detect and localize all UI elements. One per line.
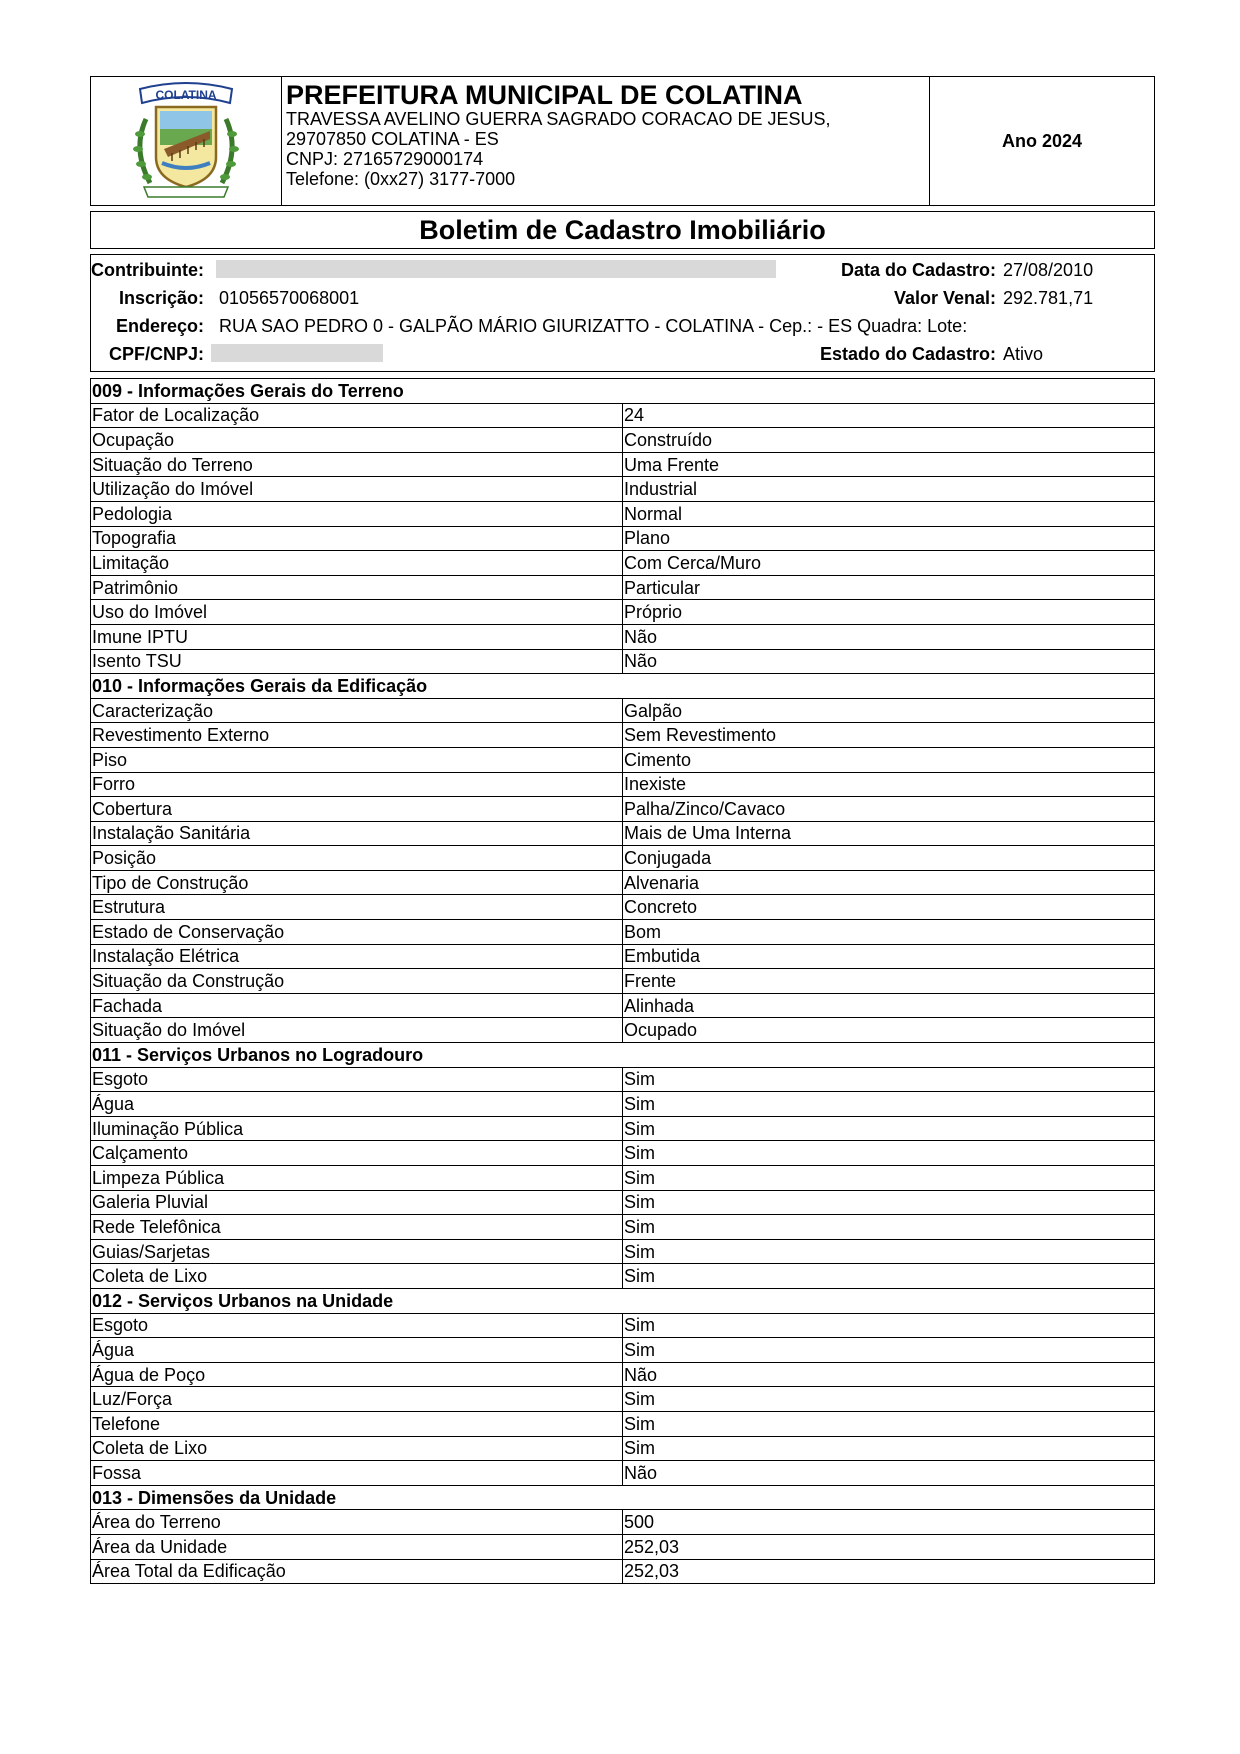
field-value: Alvenaria — [623, 870, 1155, 895]
field-label: Estrutura — [91, 895, 623, 920]
field-label: Coleta de Lixo — [91, 1436, 623, 1461]
table-row — [91, 1141, 1155, 1166]
table-row — [91, 1534, 1155, 1559]
field-value: Sim — [623, 1215, 1155, 1240]
table-row — [91, 895, 1155, 920]
table-row — [91, 600, 1155, 625]
table-row — [91, 428, 1155, 453]
field-label: Instalação Sanitária — [91, 821, 623, 846]
table-row — [91, 403, 1155, 428]
table-row — [91, 1215, 1155, 1240]
field-value: 252,03 — [623, 1534, 1155, 1559]
table-row — [91, 1190, 1155, 1215]
field-label: Rede Telefônica — [91, 1215, 623, 1240]
info-row-inscricao — [91, 284, 1154, 312]
table-row — [91, 1239, 1155, 1264]
table-row — [91, 993, 1155, 1018]
table-row — [91, 1018, 1155, 1043]
field-label: Luz/Força — [91, 1387, 623, 1412]
table-row — [91, 870, 1155, 895]
document-header — [90, 76, 1155, 206]
table-row — [91, 1067, 1155, 1092]
info-row-endereco — [91, 312, 1154, 340]
section-header-row — [91, 1485, 1155, 1510]
section-title: 012 - Serviços Urbanos na Unidade — [91, 1288, 1155, 1313]
field-value: Sim — [623, 1387, 1155, 1412]
field-value: Sim — [623, 1141, 1155, 1166]
field-value: Sim — [623, 1239, 1155, 1264]
field-label: Telefone — [91, 1411, 623, 1436]
field-label: Imune IPTU — [91, 624, 623, 649]
field-value: Ocupado — [623, 1018, 1155, 1043]
table-row — [91, 969, 1155, 994]
table-row — [91, 1461, 1155, 1486]
property-data-table — [90, 378, 1155, 1584]
table-row — [91, 1264, 1155, 1289]
table-row — [91, 1387, 1155, 1412]
field-value: 24 — [623, 403, 1155, 428]
field-label: Caracterização — [91, 698, 623, 723]
section-header-row — [91, 1288, 1155, 1313]
field-label: Guias/Sarjetas — [91, 1239, 623, 1264]
table-row — [91, 1313, 1155, 1338]
field-label: Topografia — [91, 526, 623, 551]
data-cadastro-label: Data do Cadastro: — [840, 260, 996, 280]
field-label: Cobertura — [91, 797, 623, 822]
data-cadastro-value: 27/08/2010 — [1003, 260, 1094, 280]
field-value: Embutida — [623, 944, 1155, 969]
field-label: Situação do Imóvel — [91, 1018, 623, 1043]
table-row — [91, 723, 1155, 748]
field-value: Com Cerca/Muro — [623, 551, 1155, 576]
field-value: Normal — [623, 501, 1155, 526]
organization-name: PREFEITURA MUNICIPAL DE COLATINA — [286, 80, 803, 110]
field-label: Situação do Terreno — [91, 452, 623, 477]
field-label: Água — [91, 1092, 623, 1117]
address-line-2: 29707850 COLATINA - ES — [286, 129, 499, 150]
field-value: 500 — [623, 1510, 1155, 1535]
field-value: Inexiste — [623, 772, 1155, 797]
field-value: Não — [623, 1362, 1155, 1387]
table-row — [91, 526, 1155, 551]
field-value: Palha/Zinco/Cavaco — [623, 797, 1155, 822]
field-label: Área da Unidade — [91, 1534, 623, 1559]
table-row — [91, 1436, 1155, 1461]
table-row — [91, 772, 1155, 797]
field-label: Limpeza Pública — [91, 1166, 623, 1191]
field-label: Posição — [91, 846, 623, 871]
table-row — [91, 821, 1155, 846]
section-header-row — [91, 379, 1155, 404]
field-value: Sim — [623, 1436, 1155, 1461]
field-label: Água — [91, 1338, 623, 1363]
endereco-value: RUA SAO PEDRO 0 - GALPÃO MÁRIO GIURIZATTO - COLATINA - Cep.: - ES Quadra: Lote: — [219, 316, 968, 336]
field-value: Industrial — [623, 477, 1155, 502]
section-title: 011 - Serviços Urbanos no Logradouro — [91, 1043, 1155, 1068]
redacted-cpf-cnpj — [211, 344, 383, 362]
field-value: Sim — [623, 1313, 1155, 1338]
estado-cadastro-value: Ativo — [1003, 344, 1044, 364]
table-row — [91, 1559, 1155, 1584]
field-value: Sim — [623, 1190, 1155, 1215]
field-label: Utilização do Imóvel — [91, 477, 623, 502]
table-row — [91, 747, 1155, 772]
inscricao-label: Inscrição: — [118, 288, 204, 308]
endereco-label: Endereço: — [115, 316, 204, 336]
field-label: Patrimônio — [91, 575, 623, 600]
field-label: Pedologia — [91, 501, 623, 526]
field-value: Sim — [623, 1264, 1155, 1289]
field-value: Não — [623, 624, 1155, 649]
svg-text:COLATINA: COLATINA — [155, 88, 217, 102]
field-value: 252,03 — [623, 1559, 1155, 1584]
table-row — [91, 1362, 1155, 1387]
field-label: Esgoto — [91, 1313, 623, 1338]
field-label: Piso — [91, 747, 623, 772]
field-label: Isento TSU — [91, 649, 623, 674]
field-label: Situação da Construção — [91, 969, 623, 994]
field-label: Fator de Localização — [91, 403, 623, 428]
table-row — [91, 551, 1155, 576]
field-label: Fachada — [91, 993, 623, 1018]
section-title: 009 - Informações Gerais do Terreno — [91, 379, 1155, 404]
field-value: Sim — [623, 1092, 1155, 1117]
field-label: Forro — [91, 772, 623, 797]
field-label: Galeria Pluvial — [91, 1190, 623, 1215]
section-title: 013 - Dimensões da Unidade — [91, 1485, 1155, 1510]
field-value: Galpão — [623, 698, 1155, 723]
table-row — [91, 649, 1155, 674]
field-label: Calçamento — [91, 1141, 623, 1166]
estado-cadastro-label: Estado do Cadastro: — [819, 344, 996, 364]
colatina-coat-of-arms-logo — [126, 79, 246, 203]
field-value: Frente — [623, 969, 1155, 994]
field-value: Sim — [623, 1411, 1155, 1436]
table-row — [91, 575, 1155, 600]
field-value: Sim — [623, 1166, 1155, 1191]
field-value: Uma Frente — [623, 452, 1155, 477]
table-row — [91, 1092, 1155, 1117]
field-label: Tipo de Construção — [91, 870, 623, 895]
field-value: Cimento — [623, 747, 1155, 772]
field-value: Particular — [623, 575, 1155, 600]
field-label: Esgoto — [91, 1067, 623, 1092]
organization-info — [282, 77, 930, 205]
field-value: Bom — [623, 920, 1155, 945]
section-title: 010 - Informações Gerais da Edificação — [91, 674, 1155, 699]
field-label: Água de Poço — [91, 1362, 623, 1387]
valor-venal-label: Valor Venal: — [893, 288, 996, 308]
section-header-row — [91, 1043, 1155, 1068]
field-value: Sem Revestimento — [623, 723, 1155, 748]
section-header-row — [91, 674, 1155, 699]
field-label: Estado de Conservação — [91, 920, 623, 945]
logo-cell — [91, 77, 282, 205]
field-value: Plano — [623, 526, 1155, 551]
field-value: Concreto — [623, 895, 1155, 920]
table-row — [91, 1411, 1155, 1436]
field-value: Conjugada — [623, 846, 1155, 871]
table-row — [91, 944, 1155, 969]
field-value: Próprio — [623, 600, 1155, 625]
table-row — [91, 797, 1155, 822]
cpf-cnpj-label: CPF/CNPJ: — [108, 344, 204, 364]
field-label: Área Total da Edificação — [91, 1559, 623, 1584]
cnpj-line: CNPJ: 27165729000174 — [286, 149, 484, 170]
table-row — [91, 920, 1155, 945]
redacted-contribuinte — [216, 260, 776, 278]
info-row-contribuinte — [91, 256, 1154, 284]
taxpayer-info-box — [90, 254, 1155, 372]
field-value: Sim — [623, 1116, 1155, 1141]
table-row — [91, 1510, 1155, 1535]
table-row — [91, 624, 1155, 649]
year-label: Ano 2024 — [1001, 130, 1083, 151]
field-label: Fossa — [91, 1461, 623, 1486]
field-label: Iluminação Pública — [91, 1116, 623, 1141]
table-row — [91, 477, 1155, 502]
field-value: Mais de Uma Interna — [623, 821, 1155, 846]
phone-line: Telefone: (0xx27) 3177-7000 — [286, 169, 516, 190]
table-row — [91, 501, 1155, 526]
document-title: Boletim de Cadastro Imobiliário — [90, 211, 1155, 249]
valor-venal-value: 292.781,71 — [1003, 288, 1094, 308]
table-row — [91, 1166, 1155, 1191]
table-row — [91, 846, 1155, 871]
info-row-cpf — [91, 340, 1154, 368]
field-label: Área do Terreno — [91, 1510, 623, 1535]
field-value: Não — [623, 649, 1155, 674]
contribuinte-label: Contribuinte: — [91, 260, 204, 280]
field-label: Ocupação — [91, 428, 623, 453]
field-label: Instalação Elétrica — [91, 944, 623, 969]
document-page — [90, 76, 1155, 1584]
table-row — [91, 1116, 1155, 1141]
field-label: Revestimento Externo — [91, 723, 623, 748]
field-label: Limitação — [91, 551, 623, 576]
field-label: Uso do Imóvel — [91, 600, 623, 625]
field-value: Construído — [623, 428, 1155, 453]
address-line-1: TRAVESSA AVELINO GUERRA SAGRADO CORACAO DE JESUS, — [286, 109, 831, 130]
table-row — [91, 1338, 1155, 1363]
table-row — [91, 698, 1155, 723]
table-row — [91, 452, 1155, 477]
field-label: Coleta de Lixo — [91, 1264, 623, 1289]
inscricao-value: 01056570068001 — [219, 288, 360, 308]
field-value: Sim — [623, 1338, 1155, 1363]
field-value: Alinhada — [623, 993, 1155, 1018]
field-value: Sim — [623, 1067, 1155, 1092]
field-value: Não — [623, 1461, 1155, 1486]
